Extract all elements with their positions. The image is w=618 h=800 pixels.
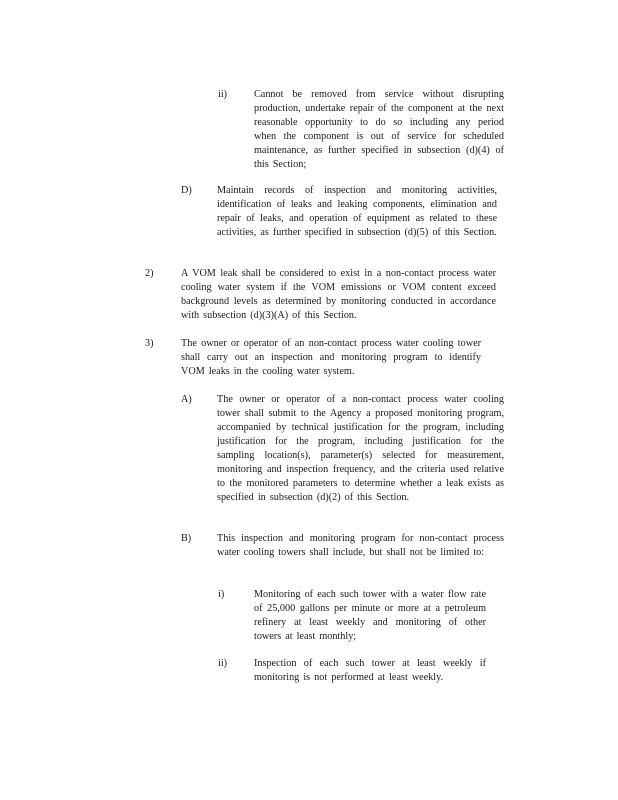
item-text: The owner or operator of a non-contact process water cooling tower shall submit to the Agency a proposed monitoring program, accompanied by technical justification for the program, including justification for the program, including justification for the sampling location(s), parameter(s) selected for measurement, monitoring and inspection frequency, and the criteria used relative to the monitored parameters to determine whether a leak exists as specified in subsection (d)(2) of this Section. (217, 394, 504, 503)
item-label: 3) (145, 338, 154, 349)
item-text: Maintain records of inspection and monitoring activities, identification of leaks and leaking components, elimination and repair of leaks, and operation of equipment as related to these activities, as further specified in subsection (d)(5) of this Section. (217, 185, 497, 238)
item-label: 2) (145, 268, 154, 279)
item-label: ii) (218, 658, 228, 669)
item-text: This inspection and monitoring program for non-contact process water cooling towers shall include, but shall not be limited to: (217, 533, 504, 558)
item-text: Monitoring of each such tower with a water flow rate of 25,000 gallons per minute or more at a petroleum refinery at least weekly and monitoring of other towers at least monthly; (254, 589, 486, 642)
item-text: A VOM leak shall be considered to exist in a non-contact process water cooling water system if the VOM emissions or VOM content exceed background levels as determined by monitoring conducted in accordance with subsection (d)(3)(A) of this Section. (181, 268, 496, 321)
item-label: B) (181, 533, 192, 544)
item-text: Cannot be removed from service without disrupting production, undertake repair of the component at the next reasonable opportunity to do so including any period when the component is out of service for scheduled maintenance, as further specified in subsection (d)(4) of this Section; (254, 89, 504, 170)
item-label: i) (218, 589, 225, 600)
item-label: ii) (218, 89, 228, 100)
item-label: D) (181, 185, 192, 196)
item-text: Inspection of each such tower at least weekly if monitoring is not performed at least weekly. (254, 658, 486, 683)
item-text: The owner or operator of an non-contact process water cooling tower shall carry out an inspection and monitoring program to identify VOM leaks in the cooling water system. (181, 338, 481, 377)
item-label: A) (181, 394, 192, 405)
